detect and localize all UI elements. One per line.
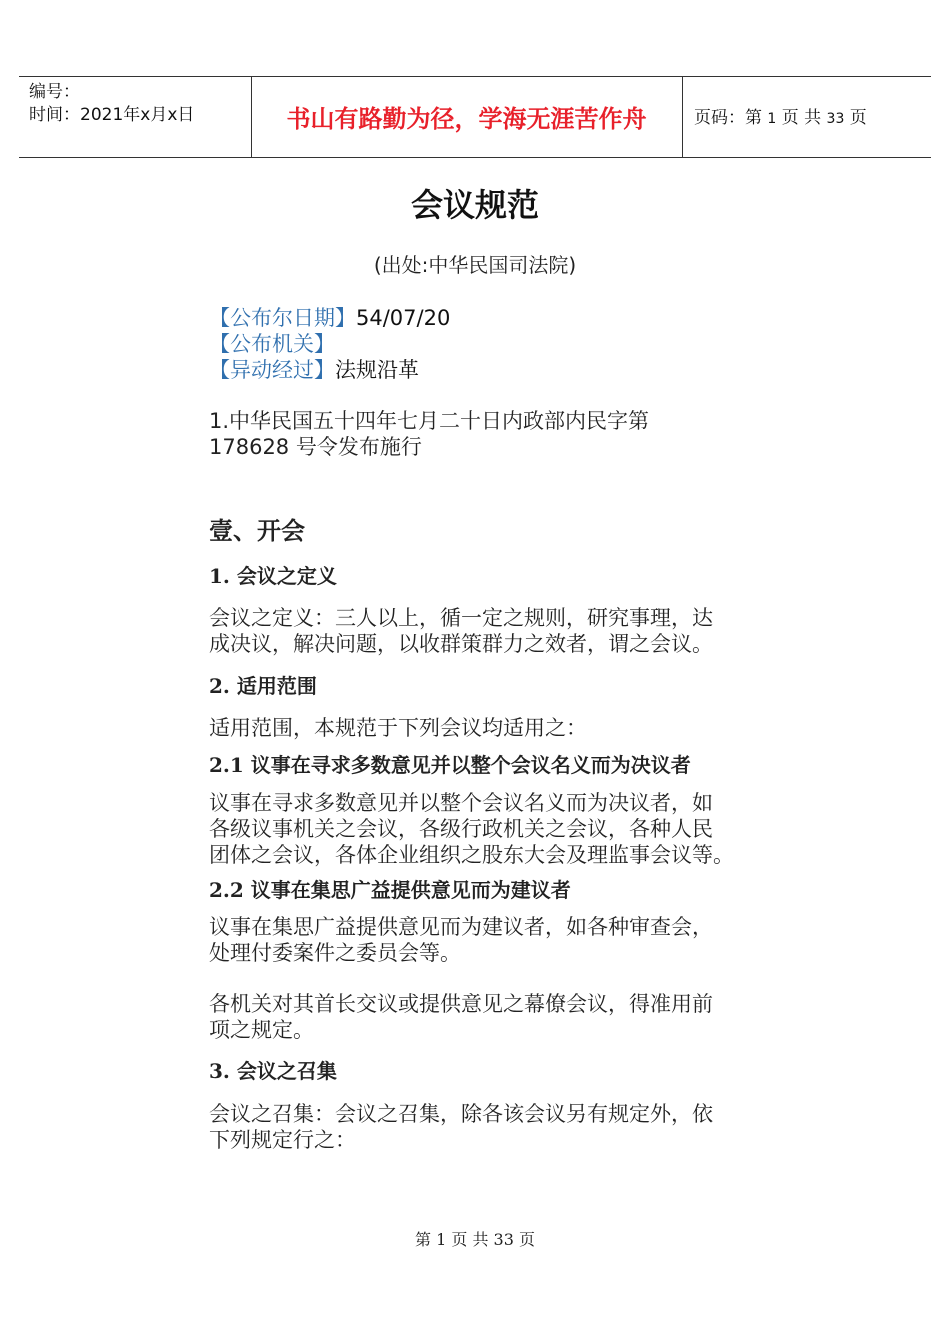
paragraph-line: 适用范围，本规范于下列会议均适用之： [209,716,587,740]
history-line: 178628 号令发布施行 [209,435,422,459]
page-mid: 页 共 [781,108,822,128]
paragraph-line: 团体之会议，各体企业组织之股东大会及理监事会议等。 [209,843,734,867]
subsection-heading: 2. 适用范围 [209,674,317,698]
meta-label: 【异动经过】 [209,358,335,382]
motto: 书山有路勤为径，学海无涯苦作舟 [286,104,647,133]
section-heading: 壹、开会 [209,516,305,545]
document-title: 会议规范 [410,186,539,224]
number-label: 编号： [29,82,80,102]
subsection-heading: 2.1 议事在寻求多数意见并以整个会议名义而为决议者 [209,753,691,777]
paragraph-line: 各级议事机关之会议，各级行政机关之会议，各种人民 [209,817,713,841]
meta-value: 54/07/20 [356,306,451,330]
meta-publish-date [209,305,450,331]
paragraph-line: 处理付委案件之委员会等。 [209,941,461,965]
page-info [694,107,867,130]
time-label: 时间：2021年x月x日 [29,105,195,125]
meta-label: 【公布机关】 [209,332,335,356]
paragraph-line: 议事在寻求多数意见并以整个会议名义而为决议者，如 [209,791,713,815]
page-suffix: 页 [849,108,867,128]
page-footer: 第 1 页 共 33 页 [415,1230,535,1249]
paragraph-line: 议事在集思广益提供意见而为建议者，如各种审查会， [209,915,713,939]
paragraph-line: 成决议，解决问题，以收群策群力之效者，谓之会议。 [209,632,713,656]
subsection-heading: 2.2 议事在集思广益提供意见而为建议者 [209,878,571,902]
subsection-heading: 3. 会议之召集 [209,1059,337,1083]
page-total: 33 [826,111,845,127]
paragraph-line: 会议之召集：会议之召集，除各该会议另有规定外，依 [209,1102,713,1126]
paragraph-line: 下列规定行之： [209,1128,356,1152]
document-source: (出处:中华民国司法院) [373,253,577,277]
history-line: 1.中华民国五十四年七月二十日内政部内民字第 [209,409,650,433]
meta-value: 法规沿革 [335,358,419,382]
meta-publish-agency [209,331,335,357]
paragraph-line: 各机关对其首长交议或提供意见之幕僚会议，得准用前 [209,992,713,1016]
meta-label: 【公布尔日期】 [209,306,356,330]
header-left-cell [19,77,252,157]
paragraph-line: 会议之定义：三人以上，循一定之规则，研究事理，达 [209,606,713,630]
subsection-heading: 1. 会议之定义 [209,564,337,588]
paragraph-line: 项之规定。 [209,1018,314,1042]
header-middle-cell [251,77,683,157]
page-prefix: 页码：第 [694,108,762,128]
page-header [19,76,931,158]
header-right-cell [682,77,931,157]
page-number: 1 [767,111,777,127]
meta-change-history [209,357,419,383]
